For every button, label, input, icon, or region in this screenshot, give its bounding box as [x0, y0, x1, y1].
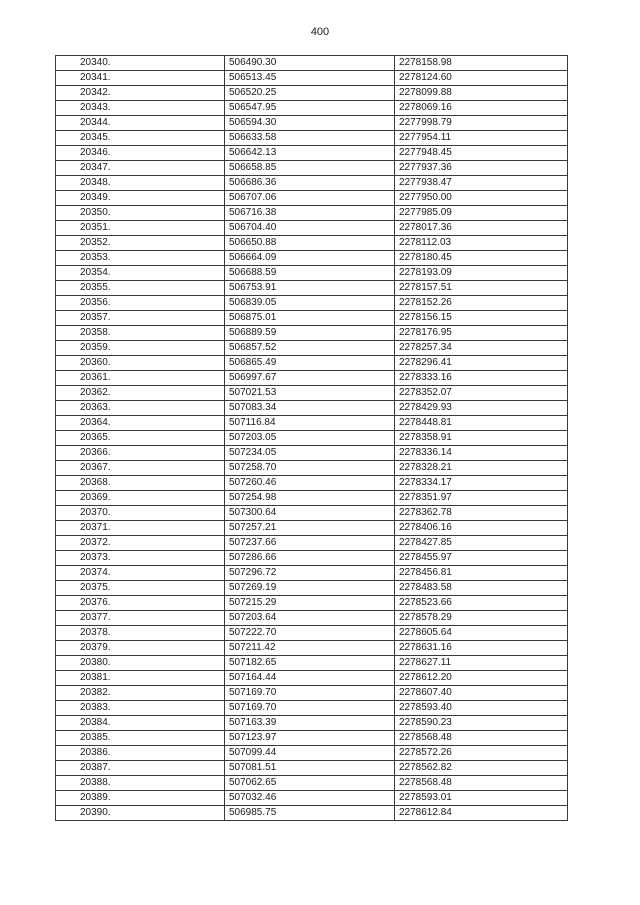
x-coordinate-cell: 507169.70	[225, 701, 395, 716]
x-coordinate-cell: 506839.05	[225, 296, 395, 311]
y-coordinate-cell: 2278362.78	[395, 506, 568, 521]
table-row	[56, 551, 568, 566]
point-number-cell: 20377.	[56, 611, 225, 626]
table-row	[56, 536, 568, 551]
x-coordinate-cell: 506664.09	[225, 251, 395, 266]
y-coordinate-cell: 2278627.11	[395, 656, 568, 671]
point-number-cell: 20354.	[56, 266, 225, 281]
table-row	[56, 656, 568, 671]
table-row	[56, 86, 568, 101]
point-number-cell: 20356.	[56, 296, 225, 311]
y-coordinate-cell: 2277937.36	[395, 161, 568, 176]
table-row	[56, 761, 568, 776]
point-number-cell: 20357.	[56, 311, 225, 326]
coordinates-table-body	[56, 56, 568, 821]
point-number-cell: 20372.	[56, 536, 225, 551]
table-row	[56, 56, 568, 71]
table-row	[56, 206, 568, 221]
point-number-cell: 20348.	[56, 176, 225, 191]
table-row	[56, 101, 568, 116]
point-number-cell: 20387.	[56, 761, 225, 776]
y-coordinate-cell: 2277948.45	[395, 146, 568, 161]
y-coordinate-cell: 2278193.09	[395, 266, 568, 281]
point-number-cell: 20371.	[56, 521, 225, 536]
point-number-cell: 20386.	[56, 746, 225, 761]
x-coordinate-cell: 507182.65	[225, 656, 395, 671]
point-number-cell: 20362.	[56, 386, 225, 401]
x-coordinate-cell: 506642.13	[225, 146, 395, 161]
point-number-cell: 20364.	[56, 416, 225, 431]
y-coordinate-cell: 2278333.16	[395, 371, 568, 386]
table-row	[56, 116, 568, 131]
x-coordinate-cell: 507099.44	[225, 746, 395, 761]
y-coordinate-cell: 2278455.97	[395, 551, 568, 566]
point-number-cell: 20385.	[56, 731, 225, 746]
point-number-cell: 20355.	[56, 281, 225, 296]
table-row	[56, 71, 568, 86]
table-row	[56, 236, 568, 251]
point-number-cell: 20347.	[56, 161, 225, 176]
x-coordinate-cell: 506716.38	[225, 206, 395, 221]
table-row	[56, 371, 568, 386]
x-coordinate-cell: 507257.21	[225, 521, 395, 536]
y-coordinate-cell: 2278590.23	[395, 716, 568, 731]
table-row	[56, 641, 568, 656]
y-coordinate-cell: 2278152.26	[395, 296, 568, 311]
point-number-cell: 20374.	[56, 566, 225, 581]
y-coordinate-cell: 2278180.45	[395, 251, 568, 266]
point-number-cell: 20352.	[56, 236, 225, 251]
x-coordinate-cell: 507083.34	[225, 401, 395, 416]
table-row	[56, 671, 568, 686]
table-row	[56, 611, 568, 626]
table-row	[56, 506, 568, 521]
table-row	[56, 176, 568, 191]
y-coordinate-cell: 2278328.21	[395, 461, 568, 476]
x-coordinate-cell: 507163.39	[225, 716, 395, 731]
table-row	[56, 296, 568, 311]
y-coordinate-cell: 2278448.81	[395, 416, 568, 431]
y-coordinate-cell: 2278296.41	[395, 356, 568, 371]
point-number-cell: 20380.	[56, 656, 225, 671]
point-number-cell: 20363.	[56, 401, 225, 416]
point-number-cell: 20370.	[56, 506, 225, 521]
table-row	[56, 356, 568, 371]
x-coordinate-cell: 507021.53	[225, 386, 395, 401]
x-coordinate-cell: 507269.19	[225, 581, 395, 596]
y-coordinate-cell: 2278568.48	[395, 731, 568, 746]
point-number-cell: 20353.	[56, 251, 225, 266]
point-number-cell: 20343.	[56, 101, 225, 116]
x-coordinate-cell: 506520.25	[225, 86, 395, 101]
point-number-cell: 20360.	[56, 356, 225, 371]
point-number-cell: 20365.	[56, 431, 225, 446]
table-row	[56, 596, 568, 611]
y-coordinate-cell: 2278593.40	[395, 701, 568, 716]
y-coordinate-cell: 2278112.03	[395, 236, 568, 251]
y-coordinate-cell: 2278593.01	[395, 791, 568, 806]
table-row	[56, 686, 568, 701]
x-coordinate-cell: 507032.46	[225, 791, 395, 806]
table-row	[56, 266, 568, 281]
x-coordinate-cell: 506985.75	[225, 806, 395, 821]
y-coordinate-cell: 2278456.81	[395, 566, 568, 581]
point-number-cell: 20344.	[56, 116, 225, 131]
point-number-cell: 20346.	[56, 146, 225, 161]
point-number-cell: 20388.	[56, 776, 225, 791]
y-coordinate-cell: 2278406.16	[395, 521, 568, 536]
table-row	[56, 221, 568, 236]
x-coordinate-cell: 507062.65	[225, 776, 395, 791]
y-coordinate-cell: 2278607.40	[395, 686, 568, 701]
y-coordinate-cell: 2277985.09	[395, 206, 568, 221]
x-coordinate-cell: 506686.36	[225, 176, 395, 191]
table-row	[56, 341, 568, 356]
x-coordinate-cell: 507215.29	[225, 596, 395, 611]
x-coordinate-cell: 506490.30	[225, 56, 395, 71]
y-coordinate-cell: 2278124.60	[395, 71, 568, 86]
y-coordinate-cell: 2278572.26	[395, 746, 568, 761]
y-coordinate-cell: 2278099.88	[395, 86, 568, 101]
point-number-cell: 20341.	[56, 71, 225, 86]
x-coordinate-cell: 507211.42	[225, 641, 395, 656]
x-coordinate-cell: 507258.70	[225, 461, 395, 476]
table-row	[56, 161, 568, 176]
y-coordinate-cell: 2278176.95	[395, 326, 568, 341]
point-number-cell: 20389.	[56, 791, 225, 806]
x-coordinate-cell: 507254.98	[225, 491, 395, 506]
point-number-cell: 20383.	[56, 701, 225, 716]
y-coordinate-cell: 2278336.14	[395, 446, 568, 461]
y-coordinate-cell: 2278157.51	[395, 281, 568, 296]
table-row	[56, 311, 568, 326]
y-coordinate-cell: 2278156.15	[395, 311, 568, 326]
y-coordinate-cell: 2278334.17	[395, 476, 568, 491]
x-coordinate-cell: 506997.67	[225, 371, 395, 386]
table-row	[56, 146, 568, 161]
point-number-cell: 20351.	[56, 221, 225, 236]
point-number-cell: 20382.	[56, 686, 225, 701]
x-coordinate-cell: 507169.70	[225, 686, 395, 701]
table-row	[56, 521, 568, 536]
point-number-cell: 20349.	[56, 191, 225, 206]
table-row	[56, 131, 568, 146]
y-coordinate-cell: 2278605.64	[395, 626, 568, 641]
point-number-cell: 20367.	[56, 461, 225, 476]
y-coordinate-cell: 2278427.85	[395, 536, 568, 551]
point-number-cell: 20378.	[56, 626, 225, 641]
point-number-cell: 20381.	[56, 671, 225, 686]
x-coordinate-cell: 506875.01	[225, 311, 395, 326]
x-coordinate-cell: 506658.85	[225, 161, 395, 176]
x-coordinate-cell: 507123.97	[225, 731, 395, 746]
y-coordinate-cell: 2278158.98	[395, 56, 568, 71]
table-row	[56, 776, 568, 791]
y-coordinate-cell: 2278523.66	[395, 596, 568, 611]
table-row	[56, 461, 568, 476]
point-number-cell: 20390.	[56, 806, 225, 821]
table-row	[56, 446, 568, 461]
x-coordinate-cell: 506513.45	[225, 71, 395, 86]
x-coordinate-cell: 506547.95	[225, 101, 395, 116]
coordinates-table	[55, 55, 568, 821]
y-coordinate-cell: 2278562.82	[395, 761, 568, 776]
table-row	[56, 716, 568, 731]
y-coordinate-cell: 2277954.11	[395, 131, 568, 146]
table-row	[56, 281, 568, 296]
point-number-cell: 20384.	[56, 716, 225, 731]
x-coordinate-cell: 507286.66	[225, 551, 395, 566]
y-coordinate-cell: 2278631.16	[395, 641, 568, 656]
table-row	[56, 191, 568, 206]
y-coordinate-cell: 2278612.84	[395, 806, 568, 821]
y-coordinate-cell: 2277950.00	[395, 191, 568, 206]
table-row	[56, 491, 568, 506]
x-coordinate-cell: 506594.30	[225, 116, 395, 131]
x-coordinate-cell: 506889.59	[225, 326, 395, 341]
x-coordinate-cell: 507116.84	[225, 416, 395, 431]
point-number-cell: 20345.	[56, 131, 225, 146]
y-coordinate-cell: 2278612.20	[395, 671, 568, 686]
x-coordinate-cell: 507164.44	[225, 671, 395, 686]
x-coordinate-cell: 507237.66	[225, 536, 395, 551]
table-row	[56, 401, 568, 416]
y-coordinate-cell: 2278351.97	[395, 491, 568, 506]
y-coordinate-cell: 2277998.79	[395, 116, 568, 131]
y-coordinate-cell: 2278429.93	[395, 401, 568, 416]
table-row	[56, 806, 568, 821]
table-row	[56, 626, 568, 641]
y-coordinate-cell: 2278358.91	[395, 431, 568, 446]
x-coordinate-cell: 507081.51	[225, 761, 395, 776]
y-coordinate-cell: 2278017.36	[395, 221, 568, 236]
table-row	[56, 326, 568, 341]
table-row	[56, 386, 568, 401]
table-row	[56, 581, 568, 596]
point-number-cell: 20342.	[56, 86, 225, 101]
table-row	[56, 701, 568, 716]
point-number-cell: 20358.	[56, 326, 225, 341]
x-coordinate-cell: 506865.49	[225, 356, 395, 371]
point-number-cell: 20379.	[56, 641, 225, 656]
y-coordinate-cell: 2278578.29	[395, 611, 568, 626]
table-row	[56, 431, 568, 446]
x-coordinate-cell: 507296.72	[225, 566, 395, 581]
point-number-cell: 20361.	[56, 371, 225, 386]
y-coordinate-cell: 2278483.58	[395, 581, 568, 596]
x-coordinate-cell: 507234.05	[225, 446, 395, 461]
point-number-cell: 20350.	[56, 206, 225, 221]
point-number-cell: 20376.	[56, 596, 225, 611]
table-row	[56, 416, 568, 431]
x-coordinate-cell: 506753.91	[225, 281, 395, 296]
point-number-cell: 20373.	[56, 551, 225, 566]
table-row	[56, 791, 568, 806]
x-coordinate-cell: 507222.70	[225, 626, 395, 641]
y-coordinate-cell: 2277938.47	[395, 176, 568, 191]
x-coordinate-cell: 506650.88	[225, 236, 395, 251]
x-coordinate-cell: 506704.40	[225, 221, 395, 236]
y-coordinate-cell: 2278069.16	[395, 101, 568, 116]
x-coordinate-cell: 507203.64	[225, 611, 395, 626]
table-row	[56, 731, 568, 746]
x-coordinate-cell: 506707.06	[225, 191, 395, 206]
point-number-cell: 20369.	[56, 491, 225, 506]
x-coordinate-cell: 507300.64	[225, 506, 395, 521]
point-number-cell: 20359.	[56, 341, 225, 356]
point-number-cell: 20368.	[56, 476, 225, 491]
point-number-cell: 20375.	[56, 581, 225, 596]
table-row	[56, 566, 568, 581]
y-coordinate-cell: 2278568.48	[395, 776, 568, 791]
page-number: 400	[310, 26, 330, 38]
point-number-cell: 20366.	[56, 446, 225, 461]
x-coordinate-cell: 506633.58	[225, 131, 395, 146]
table-row	[56, 746, 568, 761]
x-coordinate-cell: 506688.59	[225, 266, 395, 281]
x-coordinate-cell: 507260.46	[225, 476, 395, 491]
y-coordinate-cell: 2278257.34	[395, 341, 568, 356]
table-row	[56, 251, 568, 266]
y-coordinate-cell: 2278352.07	[395, 386, 568, 401]
x-coordinate-cell: 507203.05	[225, 431, 395, 446]
point-number-cell: 20340.	[56, 56, 225, 71]
table-row	[56, 476, 568, 491]
x-coordinate-cell: 506857.52	[225, 341, 395, 356]
